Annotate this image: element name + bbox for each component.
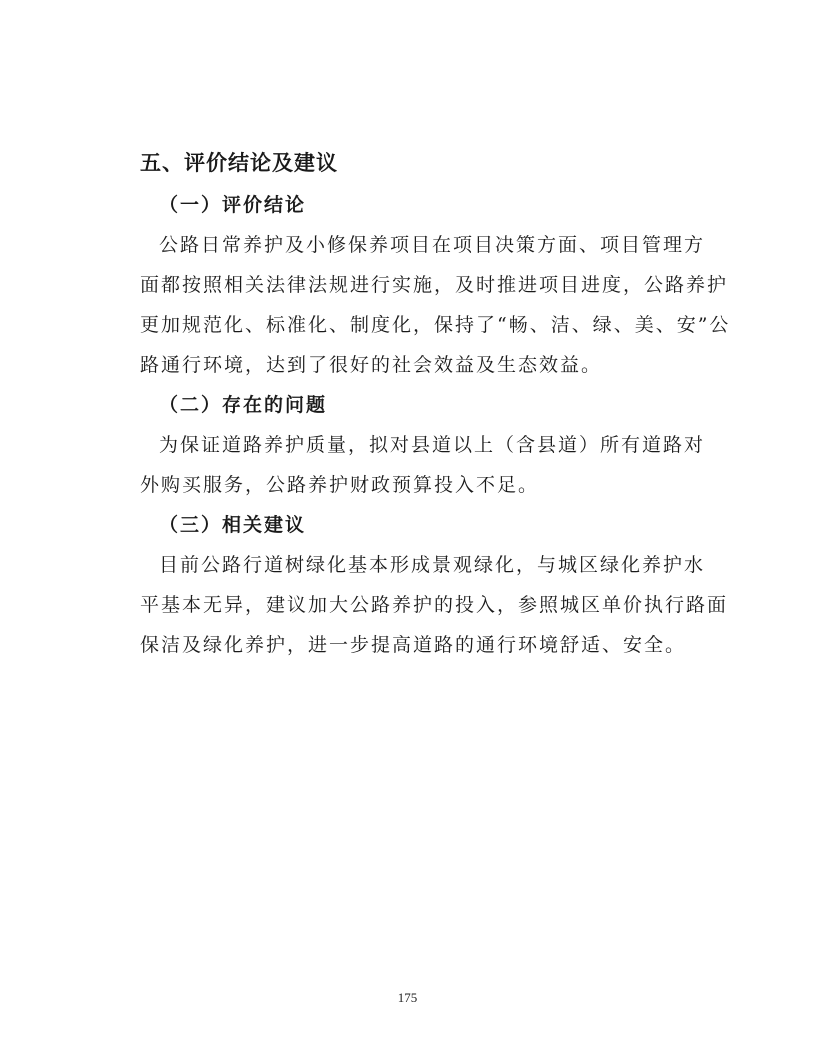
paragraph-problems	[140, 425, 706, 505]
subsection-heading-problems: （二）存在的问题	[159, 394, 328, 416]
paragraph-line: 路通行环境，达到了很好的社会效益及生态效益。	[140, 354, 603, 376]
page-number: 175	[397, 990, 418, 1005]
section-heading: 五、评价结论及建议	[140, 151, 338, 175]
paragraph-conclusion	[140, 225, 731, 385]
paragraph-line: 公路日常养护及小修保养项目在项目决策方面、项目管理方	[159, 234, 706, 256]
document-body	[140, 143, 731, 665]
paragraph-suggestions	[140, 545, 729, 665]
paragraph-line: 为保证道路养护质量，拟对县道以上（含县道）所有道路对	[159, 434, 706, 456]
paragraph-line: 平基本无异，建议加大公路养护的投入，参照城区单价执行路面	[140, 594, 729, 616]
paragraph-line: 保洁及绿化养护，进一步提高道路的通行环境舒适、安全。	[140, 634, 687, 656]
paragraph-line: 面都按照相关法律法规进行实施，及时推进项目进度，公路养护	[140, 274, 729, 296]
paragraph-line: 目前公路行道树绿化基本形成景观绿化，与城区绿化养护水	[159, 554, 706, 576]
subsection-heading-suggestions: （三）相关建议	[159, 514, 307, 536]
subsection-heading-conclusion: （一）评价结论	[159, 194, 307, 216]
paragraph-line: 更加规范化、标准化、制度化，保持了“畅、洁、绿、美、安”公	[140, 314, 731, 336]
paragraph-line: 外购买服务，公路养护财政预算投入不足。	[140, 474, 540, 496]
